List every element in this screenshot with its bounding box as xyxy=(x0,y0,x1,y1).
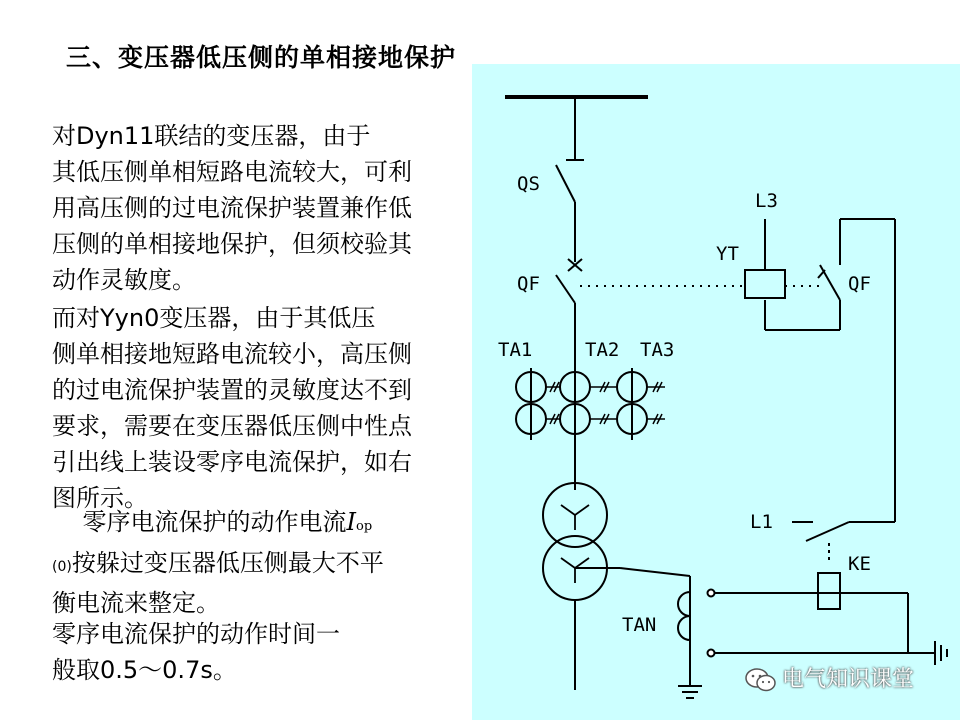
operating-current-text-3: 衡电流来整定。 xyxy=(52,589,220,617)
paragraph-dyn11: 对Dyn11联结的变压器，由于 其低压侧单相短路电流较大，可利 用高压侧的过电流保护装置兼作低 压侧的单相接地保护，但须校验其 动作灵敏度。 xyxy=(52,122,412,294)
label-qf-left: QF xyxy=(517,273,540,295)
label-ta2: TA2 xyxy=(585,339,620,361)
label-l1: L1 xyxy=(750,511,773,533)
label-qf-right: QF xyxy=(848,273,871,295)
tan-terminal xyxy=(708,650,715,657)
wye-symbols xyxy=(561,505,589,583)
operating-current-text-2: 按躲过变压器低压侧最大不平 xyxy=(71,549,384,577)
operating-current-text: 零序电流保护的动作电流 xyxy=(82,508,347,536)
ke-relay-coil xyxy=(818,573,840,609)
slide-title: 三、变压器低压侧的单相接地保护 xyxy=(66,43,457,72)
label-ke: KE xyxy=(848,553,871,575)
wechat-icon xyxy=(744,667,778,693)
tan-terminal xyxy=(708,590,715,597)
watermark-text: 电气知识课堂 xyxy=(782,667,915,692)
label-ta3: TA3 xyxy=(640,339,675,361)
label-l3: L3 xyxy=(755,190,778,212)
neutral-lead xyxy=(620,568,690,576)
paragraph-operating-time: 零序电流保护的动作时间一 般取0.5～0.7s。 xyxy=(52,620,340,684)
paragraph-yyn0: 而对Yyn0变压器，由于其低压 侧单相接地短路电流较小，高压侧 的过电流保护装置的灵敏度达不到 要求，需要在变压器低压侧中性点 引出线上装设零序电流保护，如右 图所示。 xyxy=(52,304,412,512)
label-tan: TAN xyxy=(622,614,657,636)
tan-coil xyxy=(678,592,690,640)
label-ta1: TA1 xyxy=(498,339,533,361)
watermark xyxy=(744,662,914,693)
label-yt: YT xyxy=(716,243,739,265)
ke-contact xyxy=(806,522,849,541)
qf-blade xyxy=(556,275,575,303)
qs-blade xyxy=(556,165,575,202)
operating-current-symbol: I xyxy=(346,508,356,536)
qf-aux-contact xyxy=(818,270,825,278)
label-qs: QS xyxy=(517,173,540,195)
operating-current-subscript: op xyxy=(356,519,373,534)
qf-aux-contact xyxy=(820,265,840,300)
zero-sequence-subscript: (0) xyxy=(52,559,72,575)
yt-trip-coil xyxy=(745,270,785,298)
